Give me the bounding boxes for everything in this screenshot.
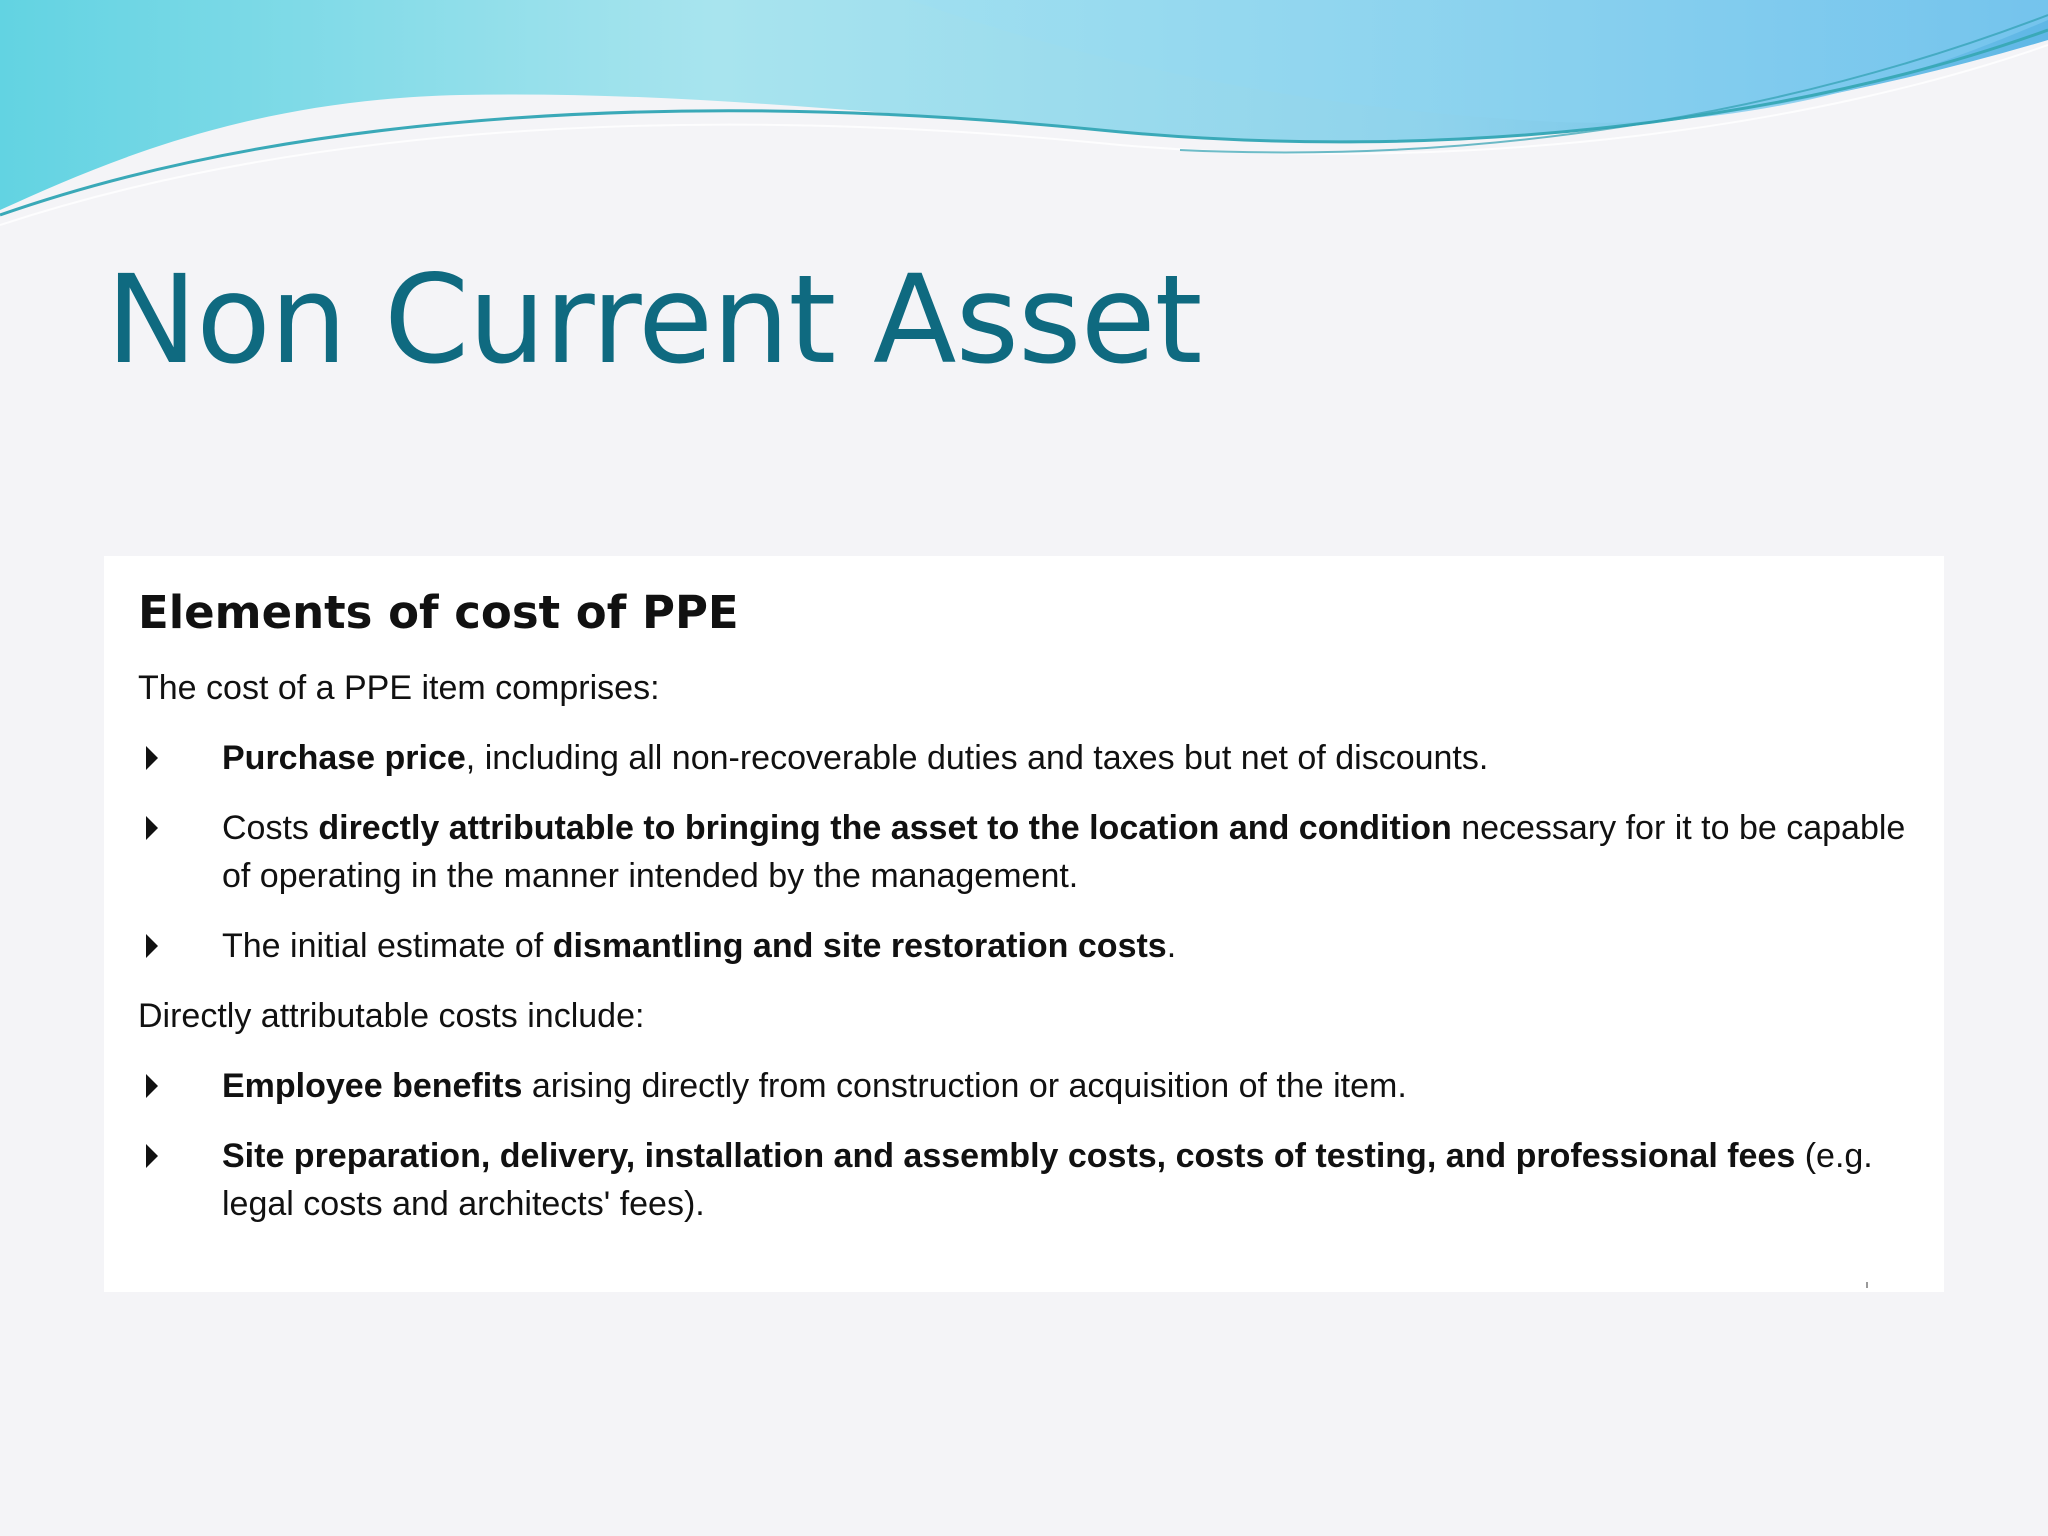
bullet-text: The initial estimate of (222, 927, 553, 965)
triangle-bullet-icon (146, 816, 158, 840)
comprises-intro: The cost of a PPE item comprises: (138, 669, 660, 707)
panel-content (138, 586, 1928, 1250)
comprises-list (138, 734, 1928, 970)
panel-tick-mark (1866, 1282, 1868, 1288)
bullet-bold-text: Site preparation, delivery, installation and assembly costs, costs of testing, and professional fees (222, 1137, 1796, 1175)
bullet-bold-text: Purchase price (222, 739, 466, 777)
slide-title: Non Current Asset (106, 249, 1202, 391)
triangle-bullet-icon (146, 934, 158, 958)
section-heading: Elements of cost of PPE (138, 586, 739, 639)
bullet-text: (e.g. legal costs and architects' fees). (222, 1137, 1873, 1223)
bullet-text: . (1166, 927, 1177, 965)
header-wave-decoration (0, 0, 2048, 240)
list-item (138, 1062, 1928, 1110)
triangle-bullet-icon (146, 1074, 158, 1098)
list-item (138, 804, 1928, 900)
triangle-bullet-icon (146, 746, 158, 770)
bullet-text: arising directly from construction or acquisition of the item. (522, 1067, 1407, 1105)
bullet-text: Costs (222, 809, 319, 847)
list-item (138, 1132, 1928, 1228)
content-panel (104, 556, 1944, 1292)
bullet-text: , including all non-recoverable duties and taxes but net of discounts. (465, 739, 1489, 777)
bullet-bold-text: directly attributable to bringing the asset to the location and condition (318, 809, 1452, 847)
bullet-text: necessary for it to be capable of operating in the manner intended by the management. (222, 809, 1906, 895)
includes-intro: Directly attributable costs include: (138, 997, 645, 1035)
triangle-bullet-icon (146, 1144, 158, 1168)
bullet-bold-text: dismantling and site restoration costs (552, 927, 1167, 965)
bullet-bold-text: Employee benefits (222, 1067, 523, 1105)
includes-list (138, 1062, 1928, 1228)
list-item (138, 734, 1928, 782)
list-item (138, 922, 1928, 970)
